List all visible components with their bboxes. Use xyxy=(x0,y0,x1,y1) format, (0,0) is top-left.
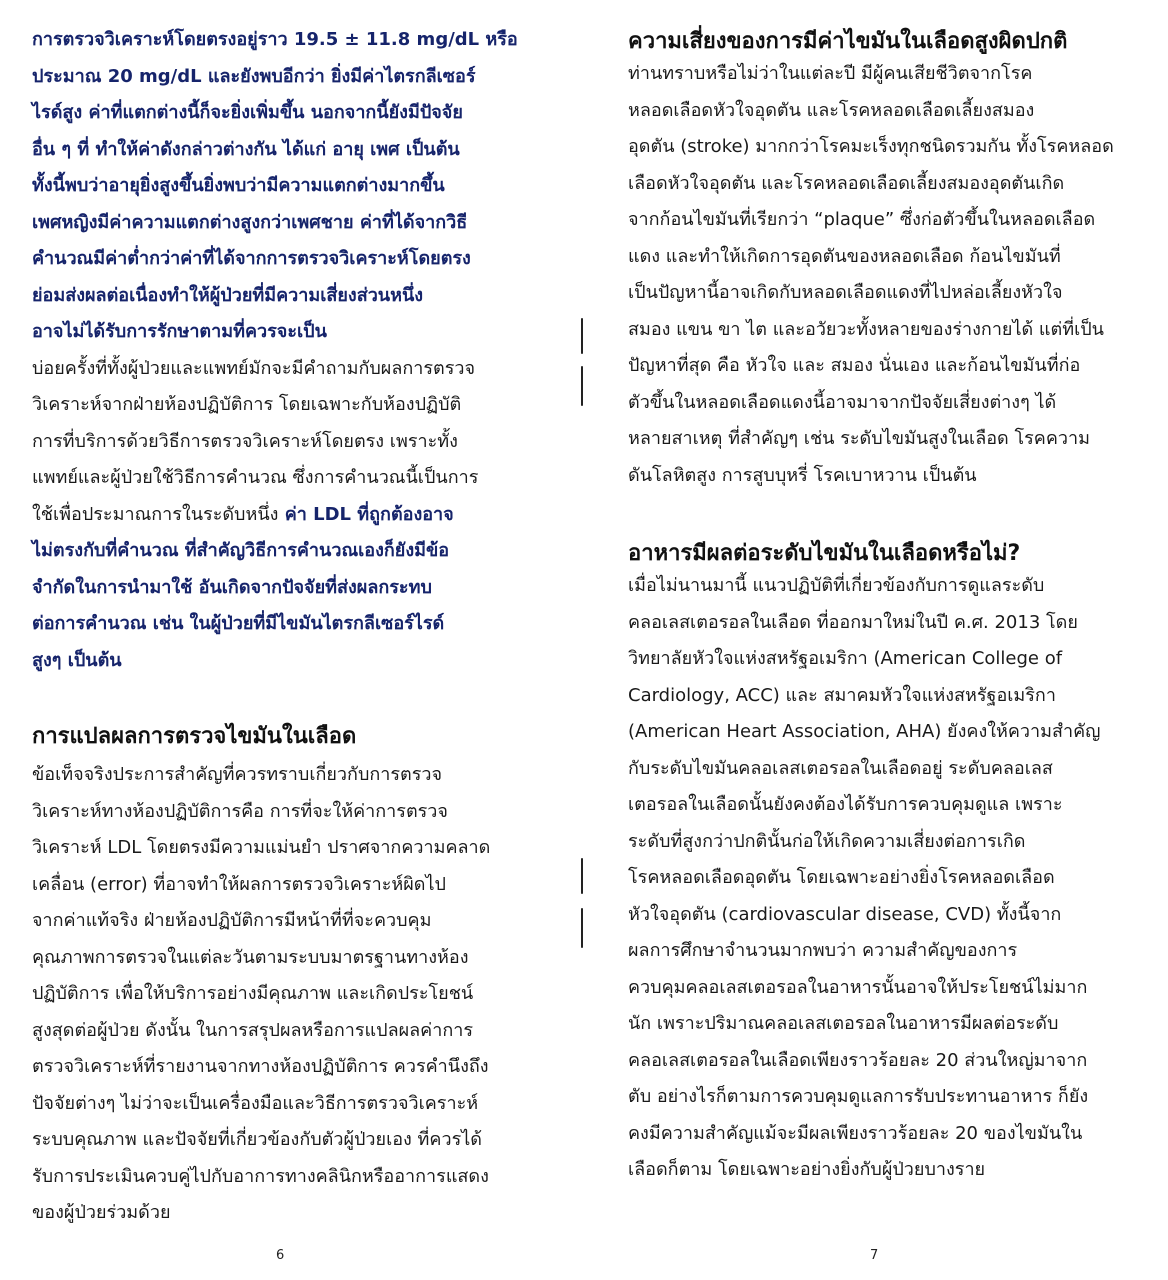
staple-wire xyxy=(581,858,583,894)
text-line: ปฏิบัติการ เพื่อให้บริการอย่างมีคุณภาพ และเกิดประโยชน์ xyxy=(32,983,474,1004)
text-line: สูงสุดต่อผู้ป่วย ดังนั้น ในการสรุปผลหรือการแปลผลค่าการ xyxy=(32,1019,474,1041)
highlight-segment: ค่า LDL ที่ถูกต้องอาจ xyxy=(278,503,454,525)
text-line: ต่อการคำนวณ เช่น ในผู้ป่วยที่มีไขมันไตรกลีเซอร์ไรด์ xyxy=(32,613,445,634)
interpretation-paragraph xyxy=(32,757,542,1232)
text-line: ไรด์สูง ค่าที่แตกต่างนี้ก็จะยิ่งเพิ่มขึ้น นอกจากนี้ยังมีปัจจัย xyxy=(32,102,463,123)
text-line: วิเคราะห์จากฝ่ายห้องปฏิบัติการ โดยเฉพาะกับห้องปฏิบัติ xyxy=(32,394,462,415)
lab-question-paragraph xyxy=(32,351,542,534)
text-line: เมื่อไม่นานมานี้ แนวปฏิบัติที่เกี่ยวข้องกับการดูแลระดับ xyxy=(628,575,1045,596)
text-line: ตัวขึ้นในหลอดเลือดแดงนี้อาจมาจากปัจจัยเสี่ยงต่างๆ ได้ xyxy=(628,391,1057,413)
text-line: เตอรอลในเลือดนั้นยังคงต้องได้รับการควบคุมดูแล เพราะ xyxy=(628,794,1063,815)
text-line: หัวใจอุดตัน (cardiovascular disease, CVD) ทั้งนี้จาก xyxy=(628,903,1062,925)
text-line: สูงๆ เป็นต้น xyxy=(32,649,122,671)
text-line: วิทยาลัยหัวใจแห่งสหรัฐอเมริกา (American College of xyxy=(628,648,1063,669)
section-heading: อาหารมีผลต่อระดับไขมันในเลือดหรือไม่? xyxy=(628,541,1021,566)
page-number-left: 6 xyxy=(276,1248,285,1263)
text-line: ปัญหาที่สุด คือ หัวใจ และ สมอง นั่นเอง และก้อนไขมันที่ก่อ xyxy=(628,355,1081,376)
text-line xyxy=(32,497,542,534)
text-line: คำนวณมีค่าต่ำกว่าค่าที่ได้จากการตรวจวิเคราะห์โดยตรง xyxy=(32,248,471,269)
text-line: อื่น ๆ ที่ ทำให้ค่าดังกล่าวต่างกัน ได้แก่ อายุ เพศ เป็นต้น xyxy=(32,138,460,160)
text-line: คงมีความสำคัญแม้จะมีผลเพียงราวร้อยละ 20 ของไขมันใน xyxy=(628,1122,1083,1144)
text-line: นัก เพราะปริมาณคลอเลสเตอรอลในอาหารมีผลต่อระดับ xyxy=(628,1013,1059,1034)
text-line: เป็นปัญหานี้อาจเกิดกับหลอดเลือดแดงที่ไปหล่อเลี้ยงหัวใจ xyxy=(628,282,1063,303)
text-segment: ใช้เพื่อประมาณการในระดับหนึ่ง xyxy=(32,503,279,525)
risk-paragraph xyxy=(628,56,1132,494)
binding-staple-bottom xyxy=(578,858,586,950)
text-line: ระดับที่สูงกว่าปกตินั้นก่อให้เกิดความเสี่ยงต่อการเกิด xyxy=(628,830,1026,852)
text-line: บ่อยครั้งที่ทั้งผู้ป่วยและแพทย์มักจะมีคำถามกับผลการตรวจ xyxy=(32,357,476,379)
text-line: รับการประเมินควบคู่ไปกับอาการทางคลินิกหรืออาการแสดง xyxy=(32,1165,489,1187)
text-line: หลอดเลือดหัวใจอุดตัน และโรคหลอดเลือดเลี้ยงสมอง xyxy=(628,99,1035,121)
text-line: ย่อมส่งผลต่อเนื่องทำให้ผู้ป่วยที่มีความเสี่ยงส่วนหนึ่ง xyxy=(32,284,424,306)
text-line: สมอง แขน ขา ไต และอวัยวะทั้งหลายของร่างกายได้ แต่ที่เป็น xyxy=(628,318,1104,340)
text-line: วิเคราะห์ทางห้องปฏิบัติการคือ การที่จะให้ค่าการตรวจ xyxy=(32,800,448,822)
staple-wire xyxy=(581,366,583,406)
text-line: ประมาณ 20 mg/dL และยังพบอีกว่า ยิ่งมีค่าไตรกลีเซอร์ xyxy=(32,65,476,87)
staple-wire xyxy=(581,908,583,948)
text-line: ควบคุมคลอเลสเตอรอลในอาหารนั้นอาจให้ประโยชน์ไม่มาก xyxy=(628,976,1088,998)
text-line: อาจไม่ได้รับการรักษาตามที่ควรจะเป็น xyxy=(32,321,327,342)
text-line: คุณภาพการตรวจในแต่ละวันตามระบบมาตรฐานทางห้อง xyxy=(32,946,469,968)
text-line: จำกัดในการนำมาใช้ อันเกิดจากปัจจัยที่ส่งผลกระทบ xyxy=(32,576,432,598)
staple-wire xyxy=(581,318,583,354)
section-heading: การแปลผลการตรวจไขมันในเลือด xyxy=(32,724,357,749)
text-line: คลอเลสเตอรอลในเลือดเพียงราวร้อยละ 20 ส่วนใหญ่มาจาก xyxy=(628,1049,1088,1071)
page-number-right: 7 xyxy=(870,1248,879,1263)
text-line: (American Heart Association, AHA) ยังคงให้ความสำคัญ xyxy=(628,721,1101,742)
text-line: ข้อเท็จจริงประการสำคัญที่ควรทราบเกี่ยวกับการตรวจ xyxy=(32,764,443,785)
text-line: โรคหลอดเลือดอุดตัน โดยเฉพาะอย่างยิ่งโรคหลอดเลือด xyxy=(628,867,1055,888)
text-line: เลือดก็ตาม โดยเฉพาะอย่างยิ่งกับผู้ป่วยบางราย xyxy=(628,1159,986,1180)
text-line: ระบบคุณภาพ และปัจจัยที่เกี่ยวข้องกับตัวผู้ป่วยเอง ที่ควรได้ xyxy=(32,1129,482,1150)
text-line: เพศหญิงมีค่าความแตกต่างสูงกว่าเพศชาย ค่าที่ได้จากวิธี xyxy=(32,211,468,233)
text-line: ของผู้ป่วยร่วมด้วย xyxy=(32,1202,171,1223)
binding-staple-top xyxy=(578,318,586,408)
text-line: เคลื่อน (error) ที่อาจทำให้ผลการตรวจวิเคราะห์ผิดไป xyxy=(32,873,446,895)
text-line: ท่านทราบหรือไม่ว่าในแต่ละปี มีผู้คนเสียชีวิตจากโรค xyxy=(628,63,1033,84)
text-line: อุดตัน (stroke) มากกว่าโรคมะเร็งทุกชนิดรวมกัน ทั้งโรคหลอด xyxy=(628,136,1114,157)
text-line: จากก้อนไขมันที่เรียกว่า “plaque” ซึ่งก่อตัวขึ้นในหลอดเลือด xyxy=(628,209,1096,230)
text-line: แพทย์และผู้ป่วยใช้วิธีการคำนวณ ซึ่งการคำนวณนี้เป็นการ xyxy=(32,467,479,488)
text-line: กับระดับไขมันคลอเลสเตอรอลในเลือดอยู่ ระดับคลอเลส xyxy=(628,757,1053,779)
text-line: จากค่าแท้จริง ฝ่ายห้องปฏิบัติการมีหน้าที่ที่จะควบคุม xyxy=(32,910,432,931)
text-line: ผลการศึกษาจำนวนมากพบว่า ความสำคัญของการ xyxy=(628,940,1018,961)
intro-paragraph xyxy=(32,22,542,351)
section-heading: ความเสี่ยงของการมีค่าไขมันในเลือดสูงผิดปกติ xyxy=(628,29,1068,54)
text-line: ตรวจวิเคราะห์ที่รายงานจากทางห้องปฏิบัติการ ควรคำนึงถึง xyxy=(32,1056,489,1077)
left-page xyxy=(32,22,542,1232)
text-line: วิเคราะห์ LDL โดยตรงมีความแม่นยำ ปราศจากความคลาด xyxy=(32,837,491,858)
text-line: เลือดหัวใจอุดตัน และโรคหลอดเลือดเลี้ยงสมองอุดตันเกิด xyxy=(628,172,1065,194)
text-line: Cardiology, ACC) และ สมาคมหัวใจแห่งสหรัฐอเมริกา xyxy=(628,684,1056,706)
text-line: ตับ อย่างไรก็ตามการควบคุมดูแลการรับประทานอาหาร ก็ยัง xyxy=(628,1086,1089,1107)
text-line: ปัจจัยต่างๆ ไม่ว่าจะเป็นเครื่องมือและวิธีการตรวจวิเคราะห์ xyxy=(32,1092,479,1114)
text-line: การตรวจวิเคราะห์โดยตรงอยู่ราว 19.5 ± 11.8 mg/dL หรือ xyxy=(32,29,518,50)
text-line: ไม่ตรงกับที่คำนวณ ที่สำคัญวิธีการคำนวณเองก็ยังมีข้อ xyxy=(32,540,450,561)
text-line: หลายสาเหตุ ที่สำคัญๆ เช่น ระดับไขมันสูงในเลือด โรคความ xyxy=(628,428,1090,449)
text-line: ทั้งนี้พบว่าอายุยิ่งสูงขึ้นยิ่งพบว่ามีความแตกต่างมากขึ้น xyxy=(32,175,445,196)
text-line: แดง และทำให้เกิดการอุดตันของหลอดเลือด ก้อนไขมันที่ xyxy=(628,245,1061,267)
text-line: ดันโลหิตสูง การสูบบุหรี่ โรคเบาหวาน เป็นต้น xyxy=(628,464,977,486)
text-line: คลอเลสเตอรอลในเลือด ที่ออกมาใหม่ในปี ค.ศ. 2013 โดย xyxy=(628,611,1078,633)
text-line: การที่บริการด้วยวิธีการตรวจวิเคราะห์โดยตรง เพราะทั้ง xyxy=(32,430,458,452)
right-page xyxy=(628,22,1132,1189)
diet-paragraph xyxy=(628,568,1132,1189)
lab-question-highlight xyxy=(32,533,542,679)
